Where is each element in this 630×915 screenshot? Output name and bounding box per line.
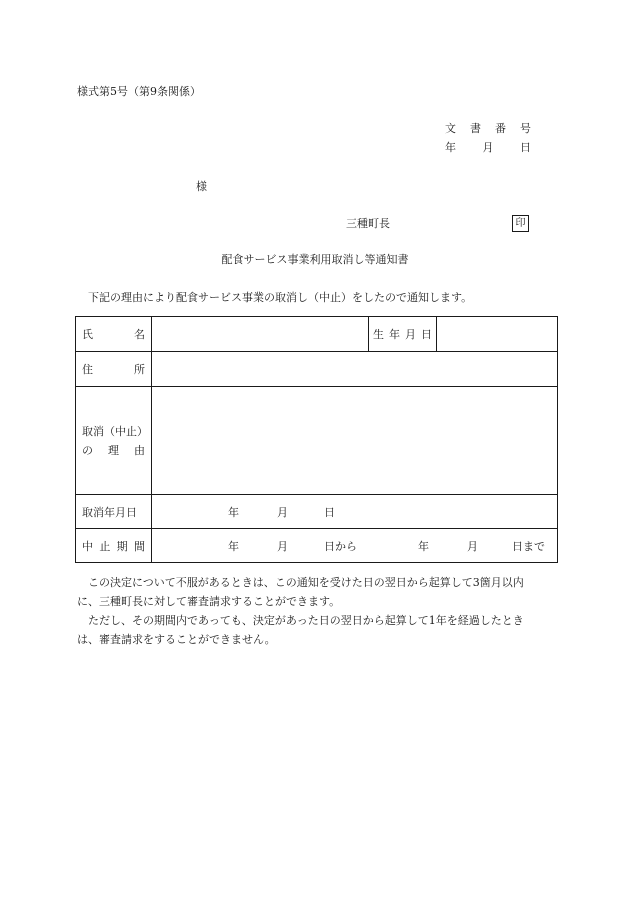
form-number: 様式第5号（第9条関係） [77,85,201,98]
name-label [76,317,152,352]
reason-label-char: 由 [134,444,145,457]
name-row [76,317,558,352]
appeal-limit-note-line2: は、審査請求をすることができません。 [77,633,276,646]
suspension-end-year: 年 [418,539,429,553]
dob-field[interactable] [437,317,558,352]
appeal-note-line1: この決定について不服があるときは、この通知を受けた日の翌日から起算して3箇月以内 [88,576,524,589]
suspension-start-month: 月 [277,539,288,553]
cancel-date-field[interactable] [152,495,558,529]
intro-text: 下記の理由により配食サービス事業の取消し（中止）をしたので通知します。 [88,291,473,304]
suspension-period-field[interactable] [152,529,558,563]
seal-mark: 印 [512,215,529,232]
appeal-limit-note-line1: ただし、その期間内であっても、決定があった日の翌日から起算して1年を経過したとき [88,614,524,627]
dob-label-char: 年 [389,328,400,341]
suspension-end-month: 月 [467,539,478,553]
cancel-month: 月 [277,505,288,519]
doc-num-char: 書 [470,122,481,135]
doc-num-char: 文 [445,122,456,135]
dob-label-char: 日 [421,328,432,341]
cancel-year: 年 [228,505,239,519]
reason-label-char: 理 [108,444,119,457]
suspension-period-label [76,529,152,563]
dob-label [369,317,437,352]
reason-label-line1: 取消（中止） [82,425,148,438]
cancel-day: 日 [324,505,335,519]
date-day: 日 [520,141,531,154]
suspension-label-char: 中 [82,539,93,553]
reason-label [76,387,152,495]
date-year: 年 [445,141,456,154]
suspension-start-day: 日から [324,539,357,553]
document-title: 配食サービス事業利用取消し等通知書 [221,253,409,266]
address-label [76,352,152,387]
cancel-date-label-text: 取消年月日 [82,505,137,519]
name-label-char: 名 [134,328,145,341]
suspension-label-char: 期 [116,539,128,553]
appeal-note-line2: に、三種町長に対して審査請求することができます。 [77,595,341,608]
reason-row [76,387,558,495]
dob-label-char: 月 [405,328,416,341]
address-row [76,352,558,387]
notice-form-table [75,316,558,563]
cancel-date-label [76,495,152,529]
suspension-start-year: 年 [228,539,239,553]
addressee-suffix: 様 [196,180,207,193]
suspension-end-day: 日まで [512,539,545,553]
name-field[interactable] [152,317,369,352]
address-label-char: 住 [82,363,93,376]
dob-label-char: 生 [373,328,384,341]
issuer-name: 三種町長 [346,217,390,230]
reason-field[interactable] [152,387,558,495]
issue-date-label [445,142,531,153]
address-label-char: 所 [134,363,145,376]
name-label-char: 氏 [82,328,93,341]
address-field[interactable] [152,352,558,387]
doc-num-char: 番 [495,122,506,135]
suspension-period-row [76,529,558,563]
document-number-label [445,123,531,134]
reason-label-char: の [82,444,93,457]
date-month: 月 [482,141,494,154]
cancel-date-row [76,495,558,529]
doc-num-char: 号 [520,122,531,135]
suspension-label-char: 間 [133,539,145,553]
suspension-label-char: 止 [99,539,111,553]
